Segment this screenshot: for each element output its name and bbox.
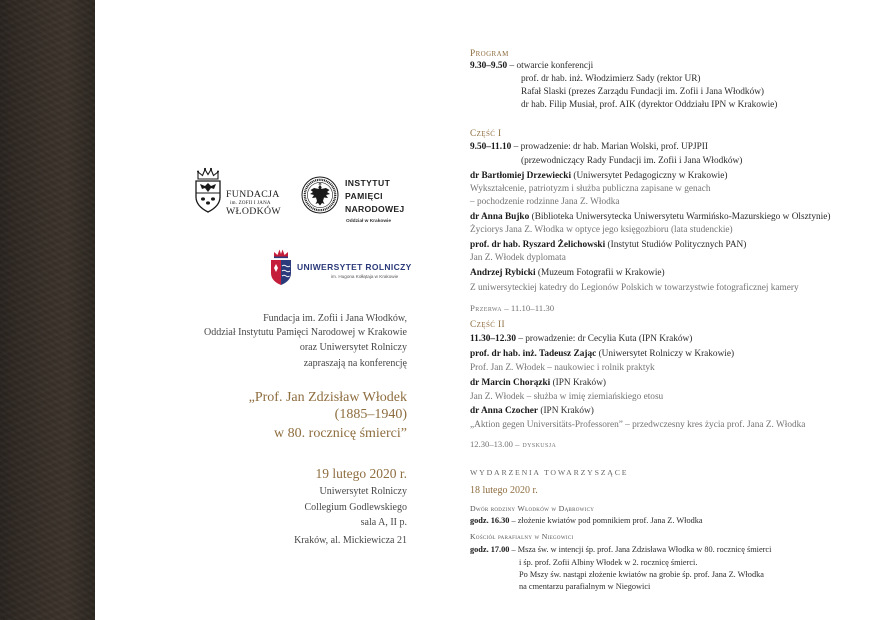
part1-chair: – prowadzenie: dr hab. Marian Wolski, prof. UPJPII [513, 142, 708, 152]
ur-logo-name: UNIWERSYTET ROLNICZY [297, 262, 412, 272]
fundacja-logo-line1: FUNDACJA [226, 189, 280, 200]
talk-speaker [470, 267, 665, 279]
talk-speaker [470, 170, 727, 182]
talk-speaker [470, 377, 606, 389]
speaker-name: Andrzej Rybicki [470, 268, 536, 278]
speaker-name: dr Anna Czocher [470, 406, 539, 416]
talk-title: – pochodzenie rodzinne Jana Z. Włodka [470, 197, 620, 207]
host-line-2: Oddział Instytutu Pamięci Narodowej w Krakowie [203, 327, 407, 338]
talk-speaker [470, 405, 594, 417]
speaker-affiliation: (Instytut Studiów Politycznych PAN) [607, 240, 747, 250]
talk-speaker [470, 239, 746, 251]
talk-title: Jan Z. Włodek – służba w imię ziemiańskiego etosu [470, 392, 664, 402]
conference-title-line-3: w 80. rocznicę śmierci” [274, 426, 407, 441]
event-description-cont: i śp. prof. Zofii Albiny Włodek w 2. rocznicę śmierci. [519, 558, 698, 567]
break-time: – 11.10–11.30 [504, 303, 555, 313]
venue-line-2: Collegium Godlewskiego [304, 502, 407, 513]
opening-time: 9.30–9.50 [470, 61, 508, 71]
part1-time: 9.50–11.10 [470, 142, 512, 152]
opening-speaker: dr hab. Filip Musiał, prof. AIK (dyrektor Oddziału IPN w Krakowie) [521, 100, 778, 110]
talk-title: „Aktion gegen Universitäts-Professoren” – przedwczesny kres życia prof. Jana Z. Włodka [470, 420, 806, 430]
event-time: godz. 17.00 [470, 545, 510, 554]
ipn-logo-sub: Oddział w Krakowie [346, 219, 392, 224]
program-heading: Program [470, 49, 509, 59]
talk-speaker [470, 211, 830, 223]
ipn-eagle-icon [301, 176, 339, 214]
event-place: Kościół parafialny w Niegowici [470, 532, 574, 541]
speaker-affiliation: (IPN Kraków) [540, 406, 594, 416]
ipn-logo-line3: NARODOWEJ [345, 204, 405, 214]
speaker-name: dr Marcin Chorązki [470, 378, 551, 388]
venue-line-3: sala A, II p. [360, 517, 407, 528]
talk-title: Z uniwersyteckiej katedry do Legionów Polskich w towarzystwie fotograficznej kamery [470, 283, 799, 293]
event-line [470, 515, 703, 527]
discussion-time: 12.30–13.00 [470, 439, 513, 449]
part1-chair-line [470, 141, 708, 153]
ipn-logo-line2: PAMIĘCI [345, 191, 383, 201]
speaker-name: dr Bartłomiej Drzewiecki [470, 171, 572, 181]
speaker-affiliation: (Uniwersytet Rolniczy w Krakowie) [598, 349, 735, 359]
talk-speaker [470, 348, 734, 360]
talk-title: Prof. Jan Z. Włodek – naukowiec i rolnik praktyk [470, 363, 655, 373]
talk-title: Wykształcenie, patriotyzm i służba publiczna zapisane w genach [470, 184, 711, 194]
part2-chair: – prowadzenie: dr Cecylia Kuta (IPN Kraków) [518, 334, 693, 344]
event-line [470, 544, 771, 556]
venue-address: Kraków, al. Mickiewicza 21 [294, 535, 407, 546]
opening-speaker: prof. dr hab. inż. Włodzimierz Sady (rektor UR) [521, 74, 701, 84]
ipn-logo-line1: INSTYTUT [345, 178, 391, 188]
conference-date: 19 lutego 2020 r. [315, 466, 407, 481]
event-description-cont: Po Mszy św. nastąpi złożenie kwiatów na grobie śp. prof. Jana Z. Włodka [519, 570, 764, 579]
part1-chair-note: (przewodniczący Rady Fundacji im. Zofii i Jana Włodków) [521, 156, 743, 166]
part2-time: 11.30–12.30 [470, 334, 516, 344]
event-description: – Msza św. w intencji śp. prof. Jana Zdzisława Włodka w 80. rocznicę śmierci [511, 545, 772, 554]
venue-line-1: Uniwersytet Rolniczy [319, 486, 407, 497]
speaker-name: prof. dr hab. Ryszard Żelichowski [470, 240, 606, 250]
fundacja-logo-line2: im. ZOFII I JANA [230, 201, 271, 206]
opening-session [470, 60, 593, 72]
fundacja-crest-icon [192, 166, 224, 214]
speaker-affiliation: (Uniwersytet Pedagogiczny w Krakowie) [573, 171, 728, 181]
break-label: Przerwa [470, 303, 503, 313]
talk-title: Jan Z. Włodek dyplomata [470, 253, 566, 263]
part2-heading: Część II [470, 320, 506, 330]
host-line-3: oraz Uniwersytet Rolniczy [299, 342, 407, 353]
speaker-name: prof. dr hab. inż. Tadeusz Zając [470, 349, 597, 359]
conference-title-line-1: „Prof. Jan Zdzisław Włodek [248, 390, 407, 405]
opening-label: – otwarcie konferencji [509, 61, 594, 71]
speaker-name: dr Anna Bujko [470, 212, 530, 222]
break-line [470, 302, 554, 314]
speaker-affiliation: (IPN Kraków) [552, 378, 607, 388]
dark-side-strip [0, 0, 95, 620]
talk-title: Życiorys Jana Z. Włodka w optyce jego księgozbioru (lata studenckie) [470, 225, 733, 235]
event-description-cont: na cmentarzu parafialnym w Niegowici [519, 582, 651, 591]
event-place: Dwór rodziny Włodków w Dąbrowicy [470, 504, 595, 513]
conference-title-line-2: (1885–1940) [334, 407, 407, 422]
discussion-line [470, 438, 556, 450]
speaker-affiliation: (Muzeum Fotografii w Krakowie) [537, 268, 665, 278]
event-description: – złożenie kwiatów pod pomnikiem prof. Jana Z. Włodka [511, 516, 703, 525]
events-date: 18 lutego 2020 r. [470, 485, 538, 496]
fundacja-logo-line3: WŁODKÓW [226, 206, 281, 217]
ur-crest-icon [269, 247, 293, 287]
host-line-4: zapraszają na konferencję [303, 358, 407, 369]
event-time: godz. 16.30 [470, 516, 510, 525]
opening-speaker: Rafał Slaski (prezes Zarządu Fundacji im. Zofii i Jana Włodków) [521, 87, 765, 97]
speaker-affiliation: (Biblioteka Uniwersytecka Uniwersytetu Warmińsko-Mazurskiego w Olsztynie) [531, 212, 831, 222]
part2-chair-line [470, 333, 692, 345]
ur-logo-sub: im. Hugona Kołłątaja w Krakowie [331, 274, 399, 279]
part1-heading: Część I [470, 129, 502, 139]
discussion-label: – dyskusja [515, 439, 557, 449]
events-heading: WYDARZENIA TOWARZYSZĄCE [470, 468, 629, 477]
host-line-1: Fundacja im. Zofii i Jana Włodków, [263, 313, 407, 324]
